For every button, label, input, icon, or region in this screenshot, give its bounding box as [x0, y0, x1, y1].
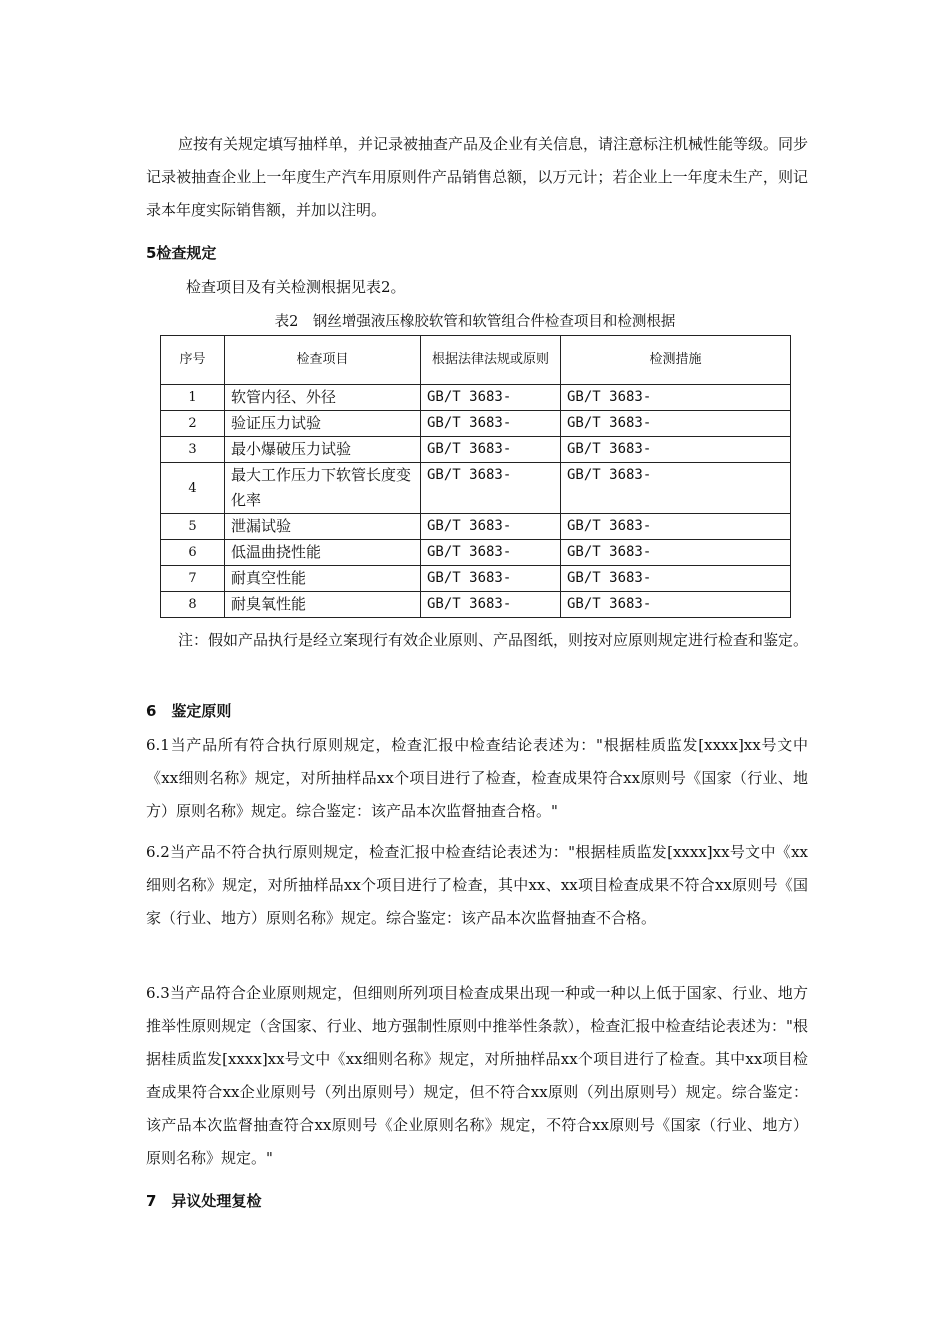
inspection-item: 低温曲挠性能	[225, 540, 421, 566]
table-row	[161, 411, 791, 437]
table-note: 注：假如产品执行是经立案现行有效企业原则、产品图纸，则按对应原则规定进行检查和鉴定。	[178, 631, 809, 649]
section-6-2-paragraph: 6.2当产品不符合执行原则规定，检查汇报中检查结论表述为："根据桂质监发[xxxx]xx号文中《xx细则名称》规定，对所抽样品xx个项目进行了检查，其中xx、xx项目检查成果不符合xx原则号《国家（行业、地方）原则名称》规定。综合鉴定：该产品本次监督抽查不合格。	[146, 843, 808, 927]
section-5-heading: 5检查规定	[146, 244, 217, 262]
row-number: 5	[161, 514, 225, 540]
test-method: GB/T 3683-	[561, 540, 791, 566]
test-method: GB/T 3683-	[561, 514, 791, 540]
column-header-basis: 根据法律法规或原则	[421, 336, 561, 385]
inspection-item: 泄漏试验	[225, 514, 421, 540]
test-method: GB/T 3683-	[561, 385, 791, 411]
test-method: GB/T 3683-	[561, 566, 791, 592]
inspection-items-table	[160, 335, 791, 618]
basis-standard: GB/T 3683-	[421, 437, 561, 463]
inspection-item: 耐真空性能	[225, 566, 421, 592]
intro-paragraph: 应按有关规定填写抽样单，并记录被抽查产品及企业有关信息，请注意标注机械性能等级。同步记录被抽查企业上一年度生产汽车用原则件产品销售总额，以万元计；若企业上一年度未生产，则记录本年度实际销售额，并加以注明。	[146, 135, 809, 219]
basis-standard: GB/T 3683-	[421, 566, 561, 592]
row-number: 3	[161, 437, 225, 463]
table-row	[161, 592, 791, 618]
row-number: 1	[161, 385, 225, 411]
column-header-method: 检测措施	[561, 336, 791, 385]
basis-standard: GB/T 3683-	[421, 592, 561, 618]
inspection-item: 耐臭氧性能	[225, 592, 421, 618]
inspection-item: 验证压力试验	[225, 411, 421, 437]
row-number: 6	[161, 540, 225, 566]
basis-standard: GB/T 3683-	[421, 540, 561, 566]
row-number: 4	[161, 463, 225, 514]
section-6-1-paragraph: 6.1当产品所有符合执行原则规定，检查汇报中检查结论表述为："根据桂质监发[xxxx]xx号文中《xx细则名称》规定，对所抽样品xx个项目进行了检查，检查成果符合xx原则号《国家（行业、地方）原则名称》规定。综合鉴定：该产品本次监督抽查合格。"	[146, 736, 808, 820]
table-caption: 表2 钢丝增强液压橡胶软管和软管组合件检查项目和检测根据	[274, 314, 676, 330]
table-header-row	[161, 336, 791, 385]
row-number: 2	[161, 411, 225, 437]
table-row	[161, 514, 791, 540]
basis-standard: GB/T 3683-	[421, 411, 561, 437]
inspection-item: 最大工作压力下软管长度变化率	[225, 463, 421, 514]
table-row	[161, 540, 791, 566]
inspection-item: 软管内径、外径	[225, 385, 421, 411]
table-row	[161, 385, 791, 411]
inspection-item: 最小爆破压力试验	[225, 437, 421, 463]
column-header-no: 序号	[161, 336, 225, 385]
row-number: 7	[161, 566, 225, 592]
test-method: GB/T 3683-	[561, 592, 791, 618]
section-7-heading: 7 异议处理复检	[146, 1192, 262, 1210]
section-5-text: 检查项目及有关检测根据见表2。	[186, 278, 406, 296]
table-row	[161, 566, 791, 592]
basis-standard: GB/T 3683-	[421, 463, 561, 514]
test-method: GB/T 3683-	[561, 463, 791, 514]
column-header-item: 检查项目	[225, 336, 421, 385]
section-6-3-paragraph: 6.3当产品符合企业原则规定，但细则所列项目检查成果出现一种或一种以上低于国家、行业、地方推举性原则规定（含国家、行业、地方强制性原则中推举性条款），检查汇报中检查结论表述为："根据桂质监发[xxxx]xx号文中《xx细则名称》规定，对所抽样品xx个项目进行了检查。其中xx项目检查成果符合xx企业原则号（列出原则号）规定，但不符合xx原则（列出原则号）规定。综合鉴定：该产品本次监督抽查符合xx原则号《企业原则名称》规定，不符合xx原则号《国家（行业、地方）原则名称》规定。"	[146, 984, 808, 1167]
row-number: 8	[161, 592, 225, 618]
table-row	[161, 463, 791, 514]
section-6-heading: 6 鉴定原则	[146, 702, 232, 720]
basis-standard: GB/T 3683-	[421, 385, 561, 411]
test-method: GB/T 3683-	[561, 437, 791, 463]
test-method: GB/T 3683-	[561, 411, 791, 437]
table-row	[161, 437, 791, 463]
basis-standard: GB/T 3683-	[421, 514, 561, 540]
